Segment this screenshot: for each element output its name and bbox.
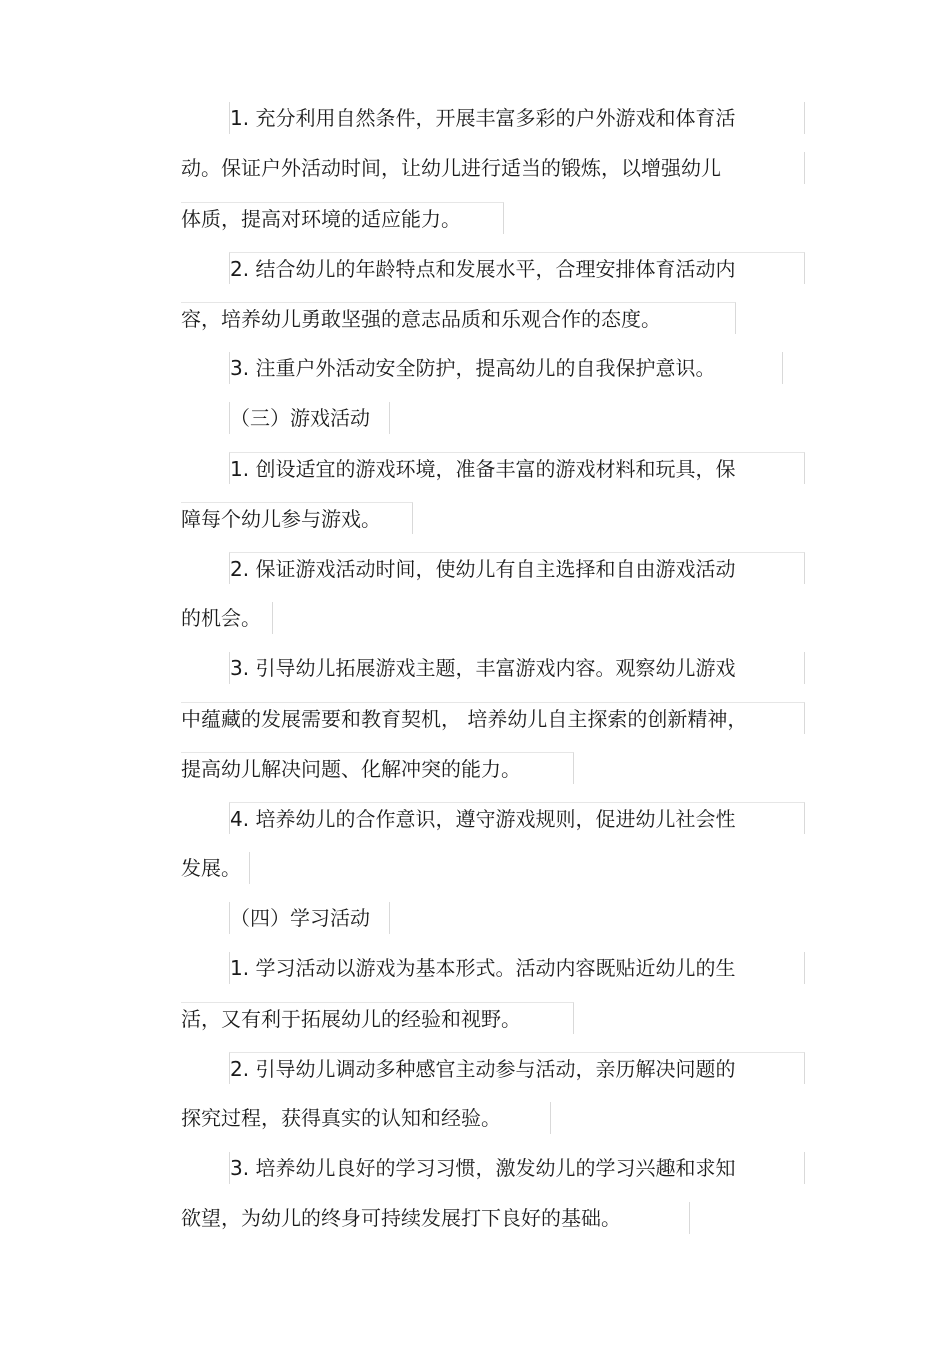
text-line: 1. 创设适宜的游戏环境，准备丰富的游戏材料和玩具，保 xyxy=(229,452,805,484)
text-line: 体质，提高对环境的适应能力。 xyxy=(181,202,504,234)
text-line: 3. 培养幼儿良好的学习习惯，激发幼儿的学习兴趣和求知 xyxy=(229,1152,805,1184)
text-line: 中蕴藏的发展需要和教育契机， 培养幼儿自主探索的创新精神， xyxy=(181,702,805,734)
section-heading: （四）学习活动 xyxy=(229,902,390,934)
text-line: 3. 引导幼儿拓展游戏主题，丰富游戏内容。观察幼儿游戏 xyxy=(229,652,805,684)
text-line: 1. 充分利用自然条件，开展丰富多彩的户外游戏和体育活 xyxy=(229,102,805,134)
text-line: 容，培养幼儿勇敢坚强的意志品质和乐观合作的态度。 xyxy=(181,302,736,334)
text-line: 欲望，为幼儿的终身可持续发展打下良好的基础。 xyxy=(181,1202,690,1234)
text-line: 动。保证户外活动时间，让幼儿进行适当的锻炼，以增强幼儿 xyxy=(181,152,805,184)
text-line: 障每个幼儿参与游戏。 xyxy=(181,502,413,534)
text-line: 3. 注重户外活动安全防护，提高幼儿的自我保护意识。 xyxy=(229,352,783,384)
text-line: 2. 结合幼儿的年龄特点和发展水平，合理安排体育活动内 xyxy=(229,252,805,284)
text-line: 的机会。 xyxy=(181,602,273,634)
text-line: 发展。 xyxy=(181,852,250,884)
text-line: 1. 学习活动以游戏为基本形式。活动内容既贴近幼儿的生 xyxy=(229,952,805,984)
text-line: 2. 引导幼儿调动多种感官主动参与活动，亲历解决问题的 xyxy=(229,1052,805,1084)
text-line: 4. 培养幼儿的合作意识，遵守游戏规则，促进幼儿社会性 xyxy=(229,802,805,834)
text-line: 活，又有利于拓展幼儿的经验和视野。 xyxy=(181,1002,574,1034)
text-line: 探究过程，获得真实的认知和经验。 xyxy=(181,1102,551,1134)
text-line: 提高幼儿解决问题、化解冲突的能力。 xyxy=(181,752,574,784)
section-heading: （三）游戏活动 xyxy=(229,402,390,434)
text-line: 2. 保证游戏活动时间，使幼儿有自主选择和自由游戏活动 xyxy=(229,552,805,584)
